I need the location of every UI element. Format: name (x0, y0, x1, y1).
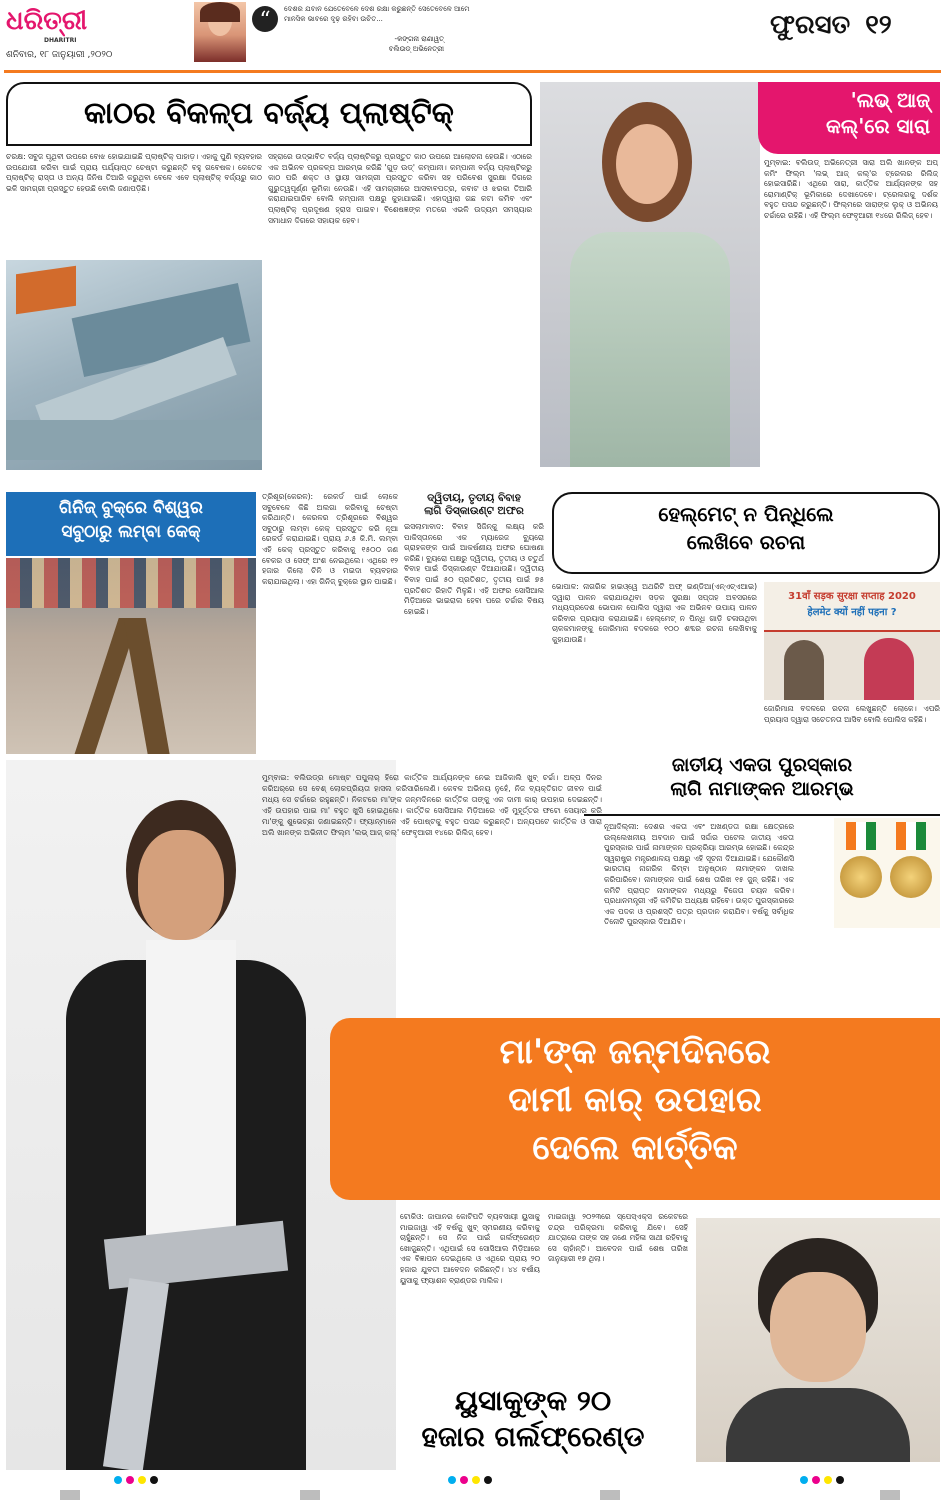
wood-text-right: ସହ୍ରାରେ ଉଦ୍ଭାବିତ ବର୍ଜ୍ୟ ପ୍ଲାଷ୍ଟିକରୁ ପ୍ରସ୍ତୁତ କାଠ ଉପରେ ଆଲୋଚନା ହେଉଛି। ଏଠାରେ ଏକ ଅଭିନବ ପ୍ରକଳ୍ପ ଆରମ୍ଭ କରିଛି 'ଗୁଡ଼ ଉଡ୍' କମ୍ପାନୀ। କମ୍ପାନୀ ବର୍ଜ୍ୟ ପ୍ଲାଷ୍ଟିକରୁ କାଠ ପରି ଶକ୍ତ ଓ ସ୍ଥାୟୀ ସାମଗ୍ରୀ ପ୍ରସ୍ତୁତ କରିବା ସହ ପରିବେଶ ସୁରକ୍ଷା ଦିଗରେ ଗୁରୁତ୍ୱପୂର୍ଣ୍ଣ ଭୂମିକା ନେଉଛି। ଏହି ସାମଗ୍ରୀରେ ଆସବାବପତ୍ର, କବାଟ ଓ ଝରକା ତିଆରି କରାଯାଇପାରିବ ବୋଲି କମ୍ପାନୀ ପକ୍ଷରୁ କୁହାଯାଇଛି। ଏହାଦ୍ୱାରା ଗଛ କଟା କମିବ ଏବଂ ପ୍ଲାଷ୍ଟିକ୍ ପ୍ରଦୂଷଣ ହ୍ରାସ ପାଇବ। ବିଶେଷଜ୍ଞଙ୍କ ମତରେ ଏଭଳି ଉଦ୍ୟମ ସମସ୍ୟାର ସମାଧାନ ଦିଗରେ ସହାୟକ ହେବ। (268, 152, 532, 225)
reg-cyan (114, 1476, 122, 1484)
masthead (0, 0, 945, 70)
wood-photo (6, 260, 262, 470)
marriage-story (404, 492, 544, 757)
kartik-headline-1: ମା'ଙ୍କ ଜନ୍ମଦିନରେ (499, 1032, 771, 1072)
kangana-photo (194, 2, 246, 62)
unity-headline-box (584, 748, 940, 816)
sara-text: ମୁମ୍ବାଇ: ବଲିଉଡ୍ ଅଭିନେତ୍ରୀ ସାରା ଅଲି ଖାନଙ୍କ ଅପ୍ କମିଂ ଫିଲ୍ମ 'ଲଭ୍ ଆଜ୍ କଲ୍'ର ଟ୍ରେଲର ରିଲିଜ୍ ହୋଇସାରିଛି। ଏଥିରେ ସାରା, କାର୍ତ୍ତିକ ଆର୍ଯ୍ୟନଙ୍କ ସହ ରୋମାଣ୍ଟିକ୍ ଭୂମିକାରେ ଦେଖାଦେବେ। ଟ୍ରେଲରକୁ ଦର୍ଶକ ବହୁତ ପସନ୍ଦ କରୁଛନ୍ତି। ଫିଲ୍ମରେ ସାରାଙ୍କ ଲୁକ୍ ଓ ଅଭିନୟ ଚର୍ଚ୍ଚାରେ ରହିଛି। ଏହି ଫିଲ୍ମ ଫେବୃଆରୀ ୧୪ରେ ରିଲିଜ୍ ହେବ। (764, 158, 938, 220)
helmet-headline-box (552, 492, 940, 574)
reg-black (150, 1476, 158, 1484)
reg-black-3 (836, 1476, 844, 1484)
helmet-text: ଭୋପାଳ: ନାଗରିକ ହାଇଓ୍ୱେ ଅଥରିଟି ଅଫ୍ ଇଣ୍ଡିଆ(ଏନ୍‌ଏଚ୍‌ଏଆଇ) ଦ୍ୱାରା ପାଳନ କରାଯାଉଥିବା ସଡ଼କ ସୁରକ୍ଷା ସପ୍ତାହ ଅବସରରେ ମଧ୍ୟପ୍ରଦେଶ ଭୋପାଳ ପୋଲିସ ଦ୍ୱାରା ଏକ ଅଭିନବ ଉପାୟ ପାଳନ କରିବାର ପ୍ରୟାସ କରାଯାଇଛି। ହେଲ୍‌ମେଟ୍ ନ ପିନ୍ଧି ଗାଡ଼ି ଚଳାଉଥିବା ଚାଳକମାନଙ୍କୁ ଜୋରିମାନା ବଦଳରେ ୧୦୦ ଶବ୍ଦର ରଚନା ଲେଖିବାକୁ କୁହାଯାଉଛି। (552, 582, 757, 644)
sara-headline-1: 'ଲଭ୍ ଆଜ୍ (850, 88, 930, 112)
wood-headline: କାଠର ବିକଳ୍ପ ବର୍ଜ୍ୟ ପ୍ଲାଷ୍ଟିକ୍ (84, 96, 454, 131)
yusaku-headline-box (368, 1384, 698, 1470)
marriage-headline-1: ଦ୍ୱିତୀୟ, ତୃତୀୟ ବିବାହ (427, 492, 521, 504)
cake-headline-2: ସବୁଠାରୁ ଲମ୍ବା କେକ୍ (61, 522, 201, 542)
yusaku-text-left: ଟୋକିଓ: ଜାପାନର କୋଟିପତି ବ୍ୟବସାୟୀ ୟୁସାକୁ ମାଇଜାୱା ଏହି ବର୍ଷକୁ ଖୁବ୍ ସ୍ମରଣୀୟ କରିବାକୁ ଚାହୁଁଛନ୍ତି। ସେ ନିଜ ପାଇଁ ଗର୍ଲଫ୍ରେଣ୍ଡ ଖୋଜୁଛନ୍ତି। ଏଥିପାଇଁ ସେ ସୋସିଆଲ ମିଡ଼ିଆରେ ଏକ ବିଜ୍ଞାପନ ଦେଇଥିଲେ ଓ ଏଥିରେ ପ୍ରାୟ ୨୦ ହଜାର ଯୁବତୀ ଆବେଦନ କରିଛନ୍ତି। ୪୪ ବର୍ଷୀୟ ୟୁସାକୁ ଫ୍ୟାଶନ ବ୍ରାଣ୍ଡର ମାଲିକ। (400, 1212, 540, 1285)
cake-headline-box (6, 492, 256, 556)
section-title: ଫୁରସତ (770, 10, 851, 40)
wood-story (6, 82, 532, 490)
yusaku-headline-1: ୟୁସାକୁଙ୍କ ୨୦ (454, 1384, 612, 1417)
marriage-text: ଇସଲାମାବାଦ: ବିବାହ ସିଜିନ୍‌କୁ ଲକ୍ଷ୍ୟ କରି ପାକିସ୍ତାନରେ ଏକ ମ୍ୟାରେଜ ବ୍ୟୁରୋ ଗ୍ରାହକଙ୍କ ପାଇଁ ଆକର୍ଷଣୀୟ ଅଫର ଘୋଷଣା କରିଛି। ବ୍ୟୁରୋ ପକ୍ଷରୁ ଦ୍ୱିତୀୟ, ତୃତୀୟ ଓ ଚତୁର୍ଥ ବିବାହ ପାଇଁ ଡିସ୍‌କାଉଣ୍ଟ ଦିଆଯାଉଛି। ଦ୍ୱିତୀୟ ବିବାହ ପାଇଁ ୫୦ ପ୍ରତିଶତ, ତୃତୀୟ ପାଇଁ ୭୫ ପ୍ରତିଶତ ରିହାତି ମିଳୁଛି। ଏହି ଅଫର ସୋସିଆଲ ମିଡ଼ିଆରେ ଭାଇରାଲ ହେବା ପରେ ଚର୍ଚ୍ଚାର ବିଷୟ ହୋଇଛି। (404, 522, 544, 616)
sara-photo (540, 82, 760, 467)
helmet-headline-1: ହେଲ୍‌ମେଟ୍ ନ ପିନ୍ଧିଲେ (658, 502, 834, 526)
helmet-headline-2: ଲେଖିବେ ରଚନା (686, 530, 806, 554)
quote-block (284, 4, 484, 64)
cake-story (6, 492, 256, 757)
kartik-text: ମୁମ୍ବାଇ: ବଲିଉଡ୍‌ର ମୋଷ୍ଟ ପପୁଲାର୍ ହିରୋ କାର୍ତ୍ତିକ ଆର୍ଯ୍ୟନଙ୍କ ନେଇ ଆଜିକାଲି ଖୁବ୍ ଚର୍ଚ୍ଚା। ଅଳ୍ପ ଦିନର କରିଅର୍‌ରେ ସେ ବେଶ୍ ଲୋକପ୍ରିୟତା ହାସଲ କରିସାରିଲେଣି। କେବଳ ଅଭିନୟ ନୁହେଁ, ନିଜ ବ୍ୟକ୍ତିଗତ ଜୀବନ ପାଇଁ ମଧ୍ୟ ସେ ଚର୍ଚ୍ଚାରେ ରହୁଛନ୍ତି। ନିକଟରେ ମା'ଙ୍କ ଜନ୍ମଦିନରେ କାର୍ତ୍ତିକ ତାଙ୍କୁ ଏକ ଦାମୀ କାର୍ ଉପହାର ଦେଇଛନ୍ତି। ଏହି ଉପହାର ପାଇ ମା' ବହୁତ ଖୁସି ହୋଇଥିଲେ। କାର୍ତ୍ତିକ ସୋସିଆଲ ମିଡ଼ିଆରେ ଏହି ମୁହୂର୍ତ୍ତର ଫଟୋ ସେୟାର କରି ମା'ଙ୍କୁ ଶୁଭେଚ୍ଛା ଜଣାଇଛନ୍ତି। ଫ୍ୟାନ୍‌ମାନେ ଏହି ପୋଷ୍ଟକୁ ବହୁତ ପସନ୍ଦ କରୁଛନ୍ତି। ଅନ୍ୟପଟେ କାର୍ତ୍ତିକ ଓ ସାରା ଅଲି ଖାନଙ୍କ ଅଭିନୀତ ଫିଲ୍ମ 'ଲଭ୍ ଆଜ୍ କଲ୍' ଫେବୃଆରୀ ୧୪ରେ ରିଲିଜ୍ ହେବ। (262, 773, 602, 837)
reg-black-2 (484, 1476, 492, 1484)
kartik-headline-3: ଦେଲେ କାର୍ତ୍ତିକ (532, 1128, 738, 1168)
print-marks (0, 1476, 945, 1504)
yusaku-photo (696, 1218, 940, 1462)
grey-bar-3 (600, 1490, 620, 1500)
kartik-headline-box (330, 1018, 940, 1200)
sara-story (540, 82, 940, 467)
wood-headline-box (6, 82, 532, 146)
reg-cyan-2 (448, 1476, 456, 1484)
kartik-headline-2: ଦାମୀ କାର୍ ଉପହାର (508, 1080, 762, 1120)
section-title-bar (770, 10, 940, 50)
grey-bar-4 (880, 1490, 900, 1500)
sara-headline-2: କଲ୍'ରେ ସାରା (826, 114, 930, 138)
reg-magenta-2 (460, 1476, 468, 1484)
unity-headline-2: ଲାଗି ନାମାଙ୍କନ ଆରମ୍ଭ (670, 778, 854, 800)
logo-sub: DHARITRI (44, 37, 77, 44)
quote-text: ଦେଶର ଯବାନ ଯେତେବେଳେ ଦେଶ ରକ୍ଷା କରୁଛନ୍ତି ସେତେବେଳେ ଆମେ ମାନସିକ ଭାବରେ ଦୃଢ଼ ରହିବା ଉଚିତ... (284, 5, 470, 23)
helmet-banner-text: 31वाँ सड़क सुरक्षा सप्ताह 2020 (788, 591, 916, 602)
cake-text: ତ୍ରିଶୂର(କେରଳ): ରେକର୍ଡ ପାଇଁ ଲୋକେ ସବୁବେଳେ କିଛି ଅଲଗା କରିବାକୁ ଚେଷ୍ଟା କରିଥାନ୍ତି। କେରଳର ତ୍ରିଶୂରରେ ବିଶ୍ୱର ସବୁଠାରୁ ଲମ୍ବା କେକ୍ ପ୍ରସ୍ତୁତ କରି ନୂଆ ରେକର୍ଡ କରାଯାଇଛି। ପ୍ରାୟ ୬.୫ କି.ମି. ଲମ୍ବା ଏହି କେକ୍ ପ୍ରସ୍ତୁତ କରିବାକୁ ୧୫୦୦ ଜଣ ବେକର ଓ ସେଫ୍ ଅଂଶ ନେଇଥିଲେ। ଏଥିରେ ୧୨ ହଜାର କିଲୋ ଚିନି ଓ ମଇଦା ବ୍ୟବହାର କରାଯାଇଥିଲା। ଏହା ଗିନିଜ୍ ବୁକ୍‌ରେ ସ୍ଥାନ ପାଇଛି। (262, 492, 398, 586)
masthead-logo (6, 6, 191, 66)
cake-photo (6, 558, 256, 754)
helmet-photo (764, 582, 940, 700)
marriage-headline-2: ଲାଗି ଡିସ୍‌କାଉଣ୍ଟ ଅଫର (424, 505, 524, 517)
helmet-caption: ଜୋରିମାନା ବଦଳରେ ରଚନା ଲେଖୁଛନ୍ତି ଲୋକେ। ଏପରି ପ୍ରୟାସ ଦ୍ୱାରା ସଚେତନତା ଆସିବ ବୋଲି ପୋଲିସ କହିଛି। (764, 704, 940, 724)
reg-yellow (138, 1476, 146, 1484)
reg-yellow-2 (472, 1476, 480, 1484)
grey-bar-2 (300, 1490, 320, 1500)
grey-bar (60, 1490, 80, 1500)
unity-headline-1: ଜାତୀୟ ଏକତା ପୁରସ୍କାର (671, 754, 853, 776)
reg-magenta (126, 1476, 134, 1484)
sara-headline-box (758, 82, 940, 154)
unity-medals-photo (834, 818, 940, 928)
quote-role: ବଲିଉଡ୍ ଅଭିନେତ୍ରୀ (388, 45, 444, 53)
yusaku-headline-2: ହଜାର ଗର୍ଲଫ୍ରେଣ୍ଡ (421, 1420, 645, 1453)
reg-yellow-3 (824, 1476, 832, 1484)
helmet-story (552, 492, 940, 742)
page-number: ୧୨ (865, 10, 892, 40)
reg-cyan-3 (800, 1476, 808, 1484)
masthead-rule (4, 70, 941, 73)
cake-headline-1: ଗିନିଜ୍ ବୁକ୍‌ରେ ବିଶ୍ୱର (59, 498, 203, 518)
date-line: ଶନିବାର, ୧୮ ଜାନୁୟାରୀ ,୨୦୨୦ (6, 50, 113, 60)
quote-icon: “ (252, 6, 278, 32)
helmet-banner-sub: हेलमेट क्यों नहीं पहना ? (807, 607, 897, 618)
wood-text-left: ଚରକ୍ଷ: ସବୁଜ ପୃଥିବୀ ଉପରେ ବୋଝ ହୋଇଯାଇଛି ପ୍ଲାଷ୍ଟିକ୍ ପାହାଡ଼। ଏହାକୁ ପୁଣି ବ୍ୟବହାର ଉପଯୋଗୀ କରିବା ପାଇଁ ପ୍ରାୟ ପର୍ଯ୍ୟାପ୍ତ ଚେଷ୍ଟା କରୁଛନ୍ତି ବହୁ ଗବେଷକ। କେତେକ ପ୍ଲାଷ୍ଟିକ୍ ରାସ୍ତା ଓ ଅନ୍ୟ ଜିନିଷ ତିଆରି କରୁଥିବା ବେଳେ ଏବେ ପ୍ଲାଷ୍ଟିକ୍ ବର୍ଜ୍ୟରୁ କାଠ ଭଳି ସାମଗ୍ରୀ ପ୍ରସ୍ତୁତ ହେଉଛି ବୋଲି ଜଣାପଡ଼ିଛି। (6, 152, 262, 193)
logo-text: ଧରିତ୍ରୀ (6, 6, 88, 36)
quote-author: -କଙ୍ଗନା ରାଣାୱତ୍ (394, 35, 444, 43)
reg-magenta-3 (812, 1476, 820, 1484)
unity-text: ନୂଆଦିଲ୍ଲୀ: ଦେଶର ଏକତା ଏବଂ ଅଖଣ୍ଡତା ରକ୍ଷା କ୍ଷେତ୍ରରେ ଉଲ୍ଲେଖନୀୟ ଅବଦାନ ପାଇଁ ସର୍ଦ୍ଦାର ପଟେଲ ଜାତୀୟ ଏକତା ପୁରସ୍କାର ପାଇଁ ନାମାଙ୍କନ ପ୍ରକ୍ରିୟା ଆରମ୍ଭ ହୋଇଛି। କେନ୍ଦ୍ର ସ୍ୱରାଷ୍ଟ୍ର ମନ୍ତ୍ରଣାଳୟ ପକ୍ଷରୁ ଏହି ସୂଚନା ଦିଆଯାଇଛି। ଯେକୌଣସି ଭାରତୀୟ ନାଗରିକ କିମ୍ବା ଅନୁଷ୍ଠାନ ନାମାଙ୍କନ ଦାଖଲ କରିପାରିବେ। ନାମାଙ୍କନ ପାଇଁ ଶେଷ ତାରିଖ ୧୫ ଜୁନ୍ ରହିଛି। ଏକ କମିଟି ପ୍ରାପ୍ତ ନାମାଙ୍କନ ମଧ୍ୟରୁ ବିଜେତା ଚୟନ କରିବ। ପ୍ରଧାନମନ୍ତ୍ରୀ ଏହି କମିଟିର ଅଧ୍ୟକ୍ଷ ରହିବେ। ଉକ୍ତ ପୁରସ୍କାରରେ ଏକ ପଦକ ଓ ପ୍ରଶସ୍ତି ପତ୍ର ପ୍ରଦାନ କରାଯିବ। ବର୍ଷକୁ ସର୍ବାଧିକ ତିନୋଟି ପୁରସ୍କାର ଦିଆଯିବ। (604, 822, 794, 927)
yusaku-text-right: ମାଇଜାୱା ୨୦୨୩ରେ ସ୍ପେସ୍‌ଏକ୍ସ ରକେଟରେ ଚନ୍ଦ୍ର ପରିକ୍ରମା କରିବାକୁ ଯିବେ। ସେହି ଯାତ୍ରାରେ ତାଙ୍କ ସହ ଜଣେ ମହିଳା ସାଥୀ ରହିବାକୁ ସେ ଚାହାଁନ୍ତି। ଆବେଦନ ପାଇଁ ଶେଷ ତାରିଖ ଜାନୁୟାରୀ ୧୭ ଥିଲା। (548, 1212, 688, 1264)
